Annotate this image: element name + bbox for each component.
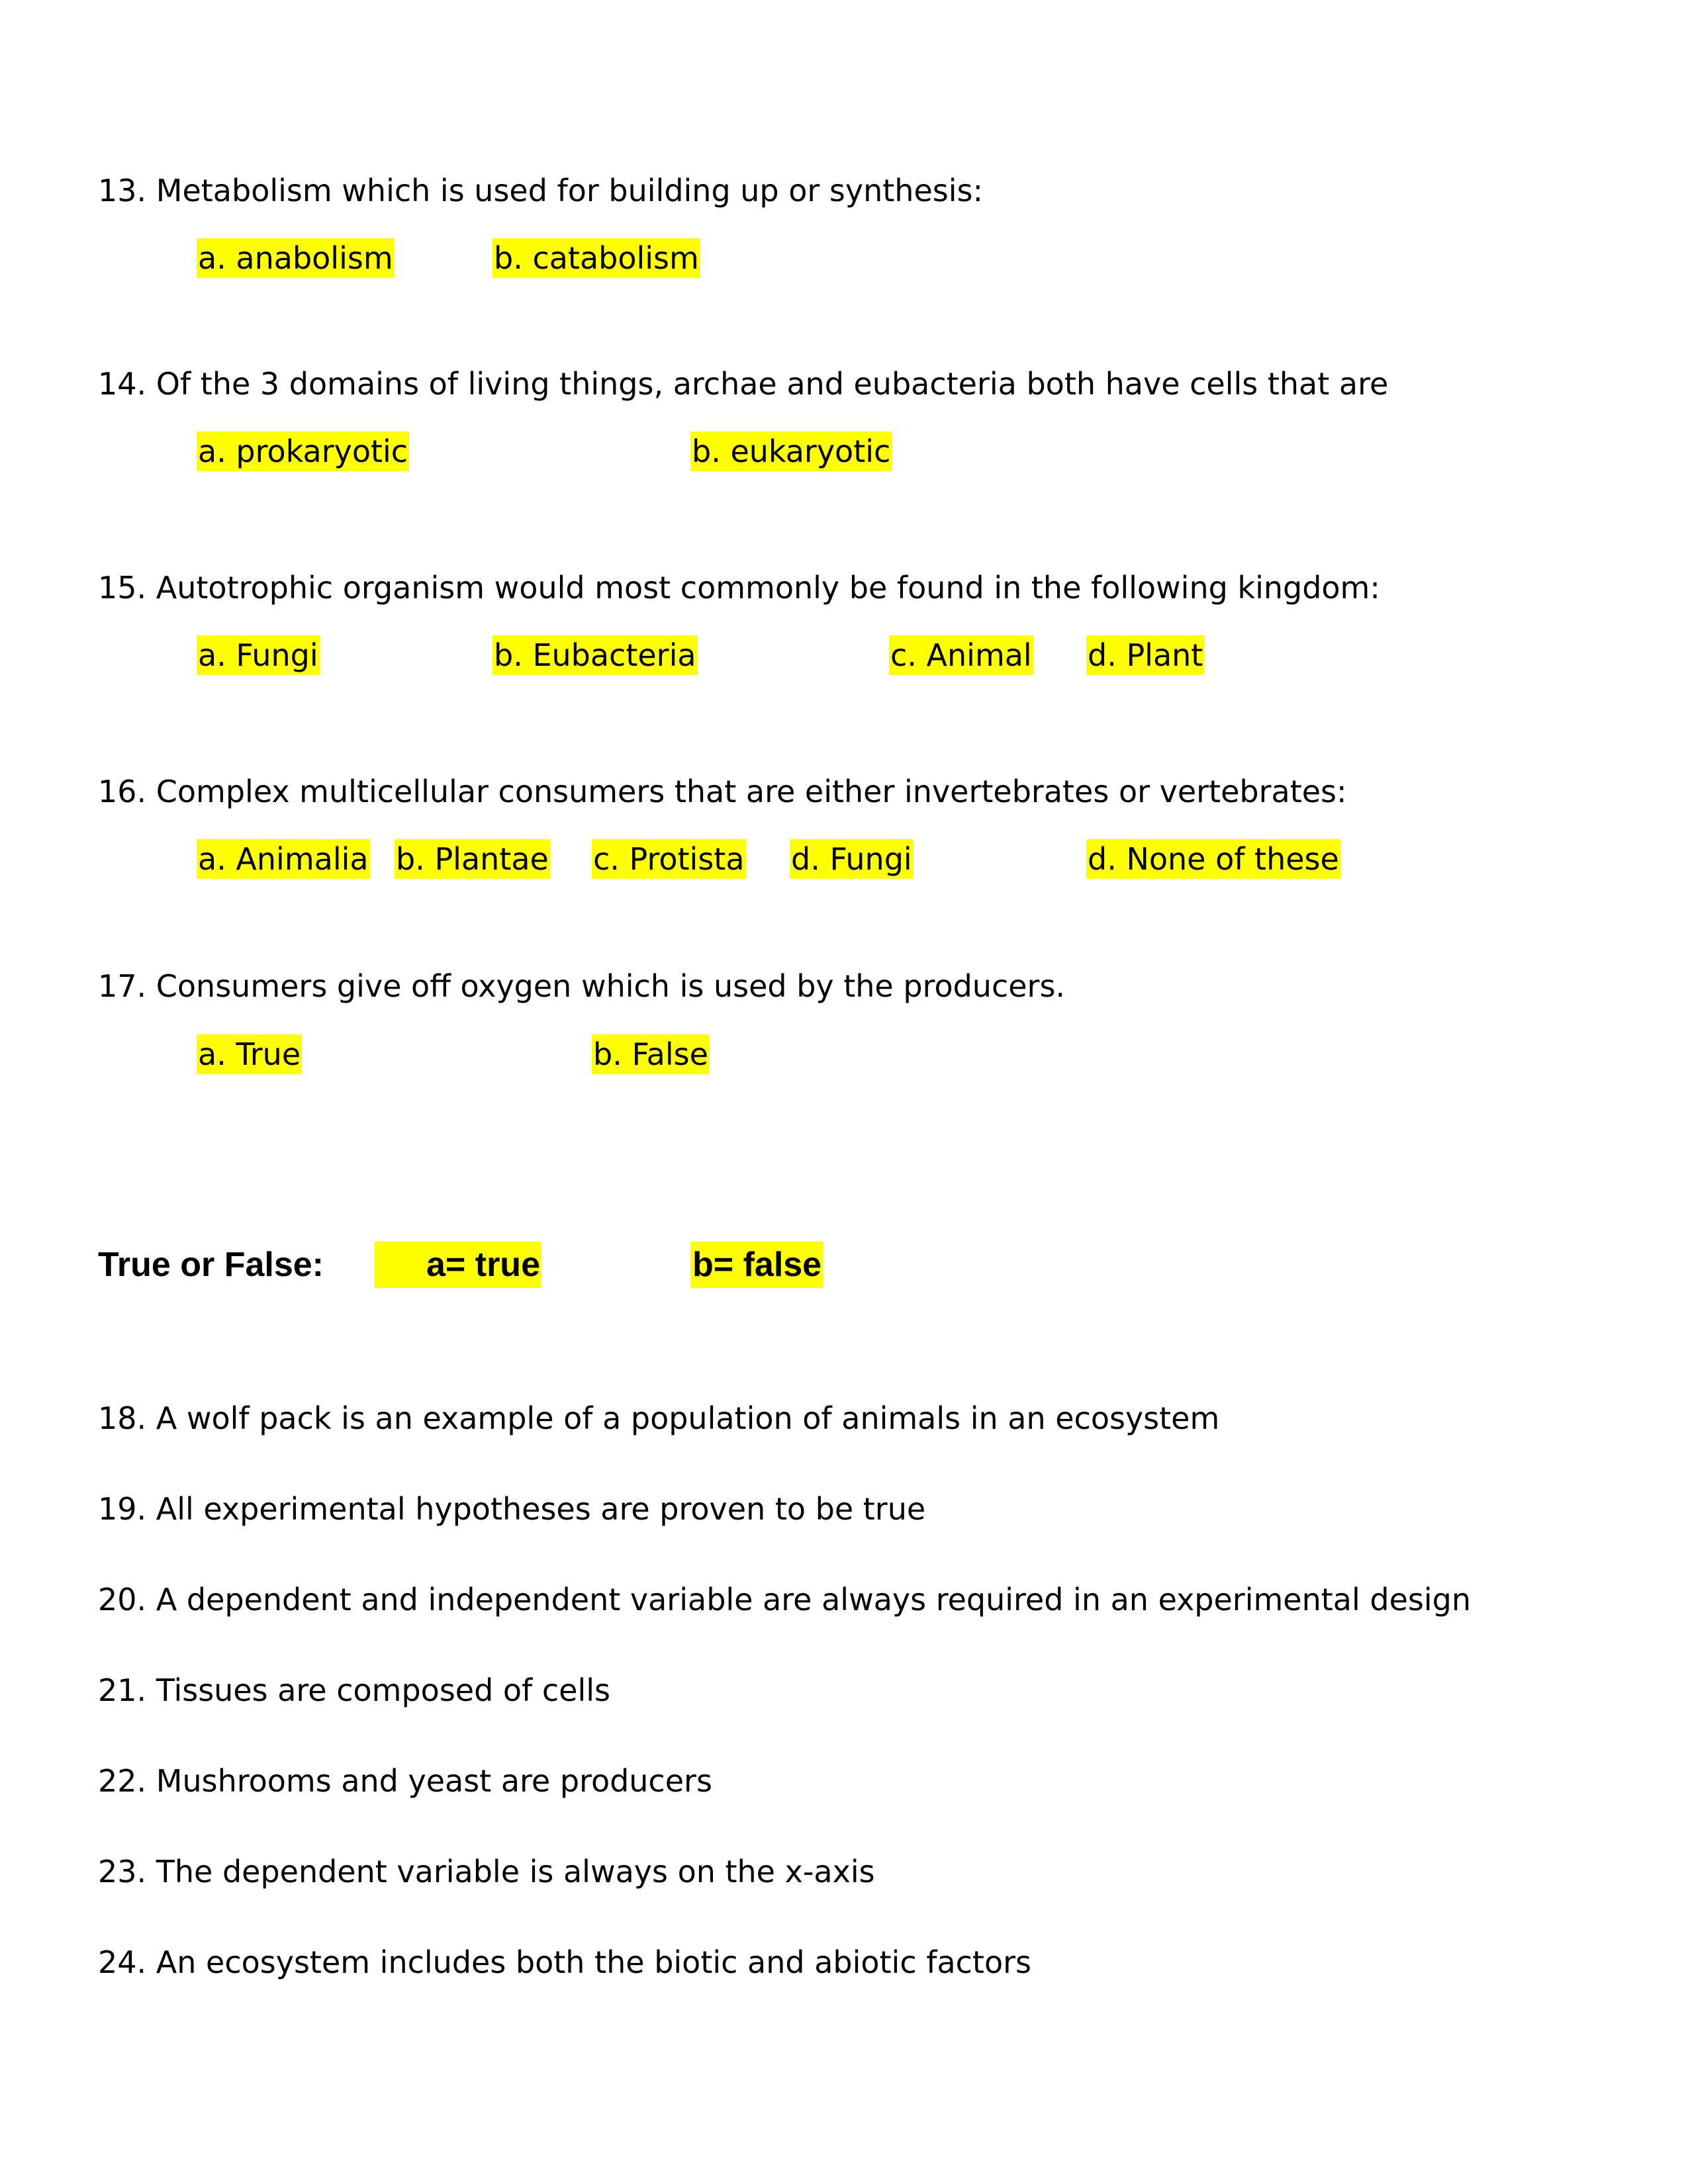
- q16-option-b[interactable]: b. Plantae: [395, 839, 550, 879]
- statement-18: 18. A wolf pack is an example of a population of animals in an ecosystem: [98, 1400, 1220, 1436]
- question-16: 16. Complex multicellular consumers that are either invertebrates or vertebrates:: [98, 774, 1347, 809]
- q13-option-a[interactable]: a. anabolism: [197, 238, 395, 278]
- q16-option-d[interactable]: d. Fungi: [790, 839, 914, 879]
- q14-option-a[interactable]: a. prokaryotic: [197, 432, 409, 471]
- q16-option-c[interactable]: c. Protista: [592, 839, 746, 879]
- question-14: 14. Of the 3 domains of living things, archae and eubacteria both have cells that are: [98, 366, 1389, 402]
- q15-option-b[interactable]: b. Eubacteria: [492, 635, 698, 675]
- q15-option-d[interactable]: d. Plant: [1086, 635, 1204, 675]
- question-13: 13. Metabolism which is used for building up or synthesis:: [98, 173, 983, 208]
- statement-19: 19. All experimental hypotheses are proven to be true: [98, 1491, 926, 1527]
- q17-option-a[interactable]: a. True: [197, 1034, 302, 1074]
- q16-option-a[interactable]: a. Animalia: [197, 839, 370, 879]
- statement-23: 23. The dependent variable is always on the x-axis: [98, 1854, 875, 1889]
- statement-24: 24. An ecosystem includes both the biotic and abiotic factors: [98, 1944, 1031, 1980]
- q15-option-c[interactable]: c. Animal: [889, 635, 1033, 675]
- q15-option-a[interactable]: a. Fungi: [197, 635, 320, 675]
- question-17: 17. Consumers give off oxygen which is used by the producers.: [98, 968, 1066, 1004]
- statement-22: 22. Mushrooms and yeast are producers: [98, 1763, 712, 1799]
- q17-option-b[interactable]: b. False: [592, 1034, 710, 1074]
- statement-21: 21. Tissues are composed of cells: [98, 1672, 610, 1708]
- statement-20: 20. A dependent and independent variable are always required in an experimental design: [98, 1582, 1471, 1617]
- q14-option-b[interactable]: b. eukaryotic: [690, 432, 892, 471]
- q13-option-b[interactable]: b. catabolism: [492, 238, 700, 278]
- q16-option-none[interactable]: d. None of these: [1086, 839, 1340, 879]
- answer-key-false: b= false: [690, 1242, 823, 1288]
- true-false-heading: True or False:: [98, 1246, 324, 1284]
- question-15: 15. Autotrophic organism would most commonly be found in the following kingdom:: [98, 570, 1380, 606]
- answer-key-true: a= true: [375, 1242, 541, 1288]
